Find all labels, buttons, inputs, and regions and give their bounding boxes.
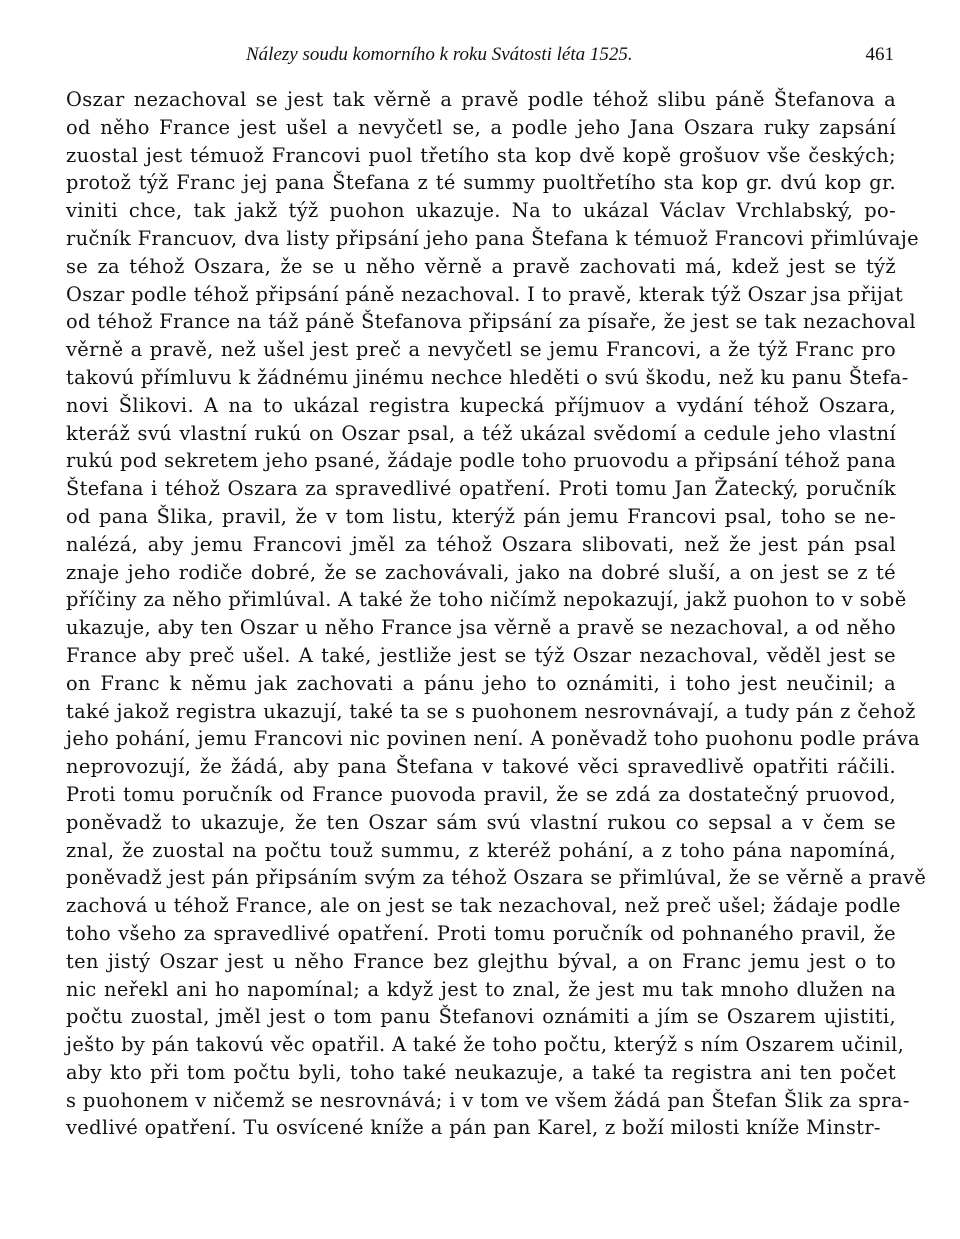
text-line: Oszar nezachoval se jest tak věrně a pravě podle téhož slibu páně Štefanova a: [66, 88, 896, 111]
text-line: zuostal jest témuož Francovi puol třetího sta kop dvě kopě grošuov vše českých;: [66, 143, 896, 167]
page-number: 461: [865, 44, 894, 65]
text-line: viniti chce, tak jakž týž puohon ukazuje. Na to ukázal Václav Vrchlabský, po-: [66, 199, 896, 223]
text-line: zachová u téhož France, ale on jest se tak nezachoval, než preč ušel; žádaje podle: [66, 894, 901, 918]
text-line: také jakož registra ukazují, také ta se s puohonem nesrovnávají, a tudy pán z čehož: [66, 699, 916, 723]
text-line: jeho pohání, jemu Francovi nic povinen není. A poněvadž toho puohonu podle práva: [66, 727, 920, 751]
text-line: ručník Francuov, dva listy připsání jeho pana Štefana k témuož Francovi přimlúvaje: [66, 226, 919, 250]
text-line: s puohonem v ničemž se nesrovnává; i v tom ve všem žádá pan Štefan Šlik za spra-: [66, 1088, 910, 1112]
text-line: on Franc k němu jak zachovati a pánu jeho to oznámiti, i toho jest neučinil; a: [66, 671, 896, 695]
text-line: nalézá, aby jemu Francovi jměl za téhož Oszara slibovati, než že jest pán psal: [66, 532, 896, 556]
text-line: ten jistý Oszar jest u něho France bez glejthu býval, a on Franc jemu jest o to: [66, 949, 896, 973]
text-line: Oszar podle téhož připsání páně nezachoval. I to pravě, kterak týž Oszar jsa přijat: [66, 282, 904, 306]
text-line: vedlivé opatření. Tu osvícené kníže a pán pan Karel, z boží milosti kníže Minstr-: [66, 1116, 881, 1140]
text-line: neprovozují, že žádá, aby pana Štefana v takové věci spravedlivě opatřiti ráčili.: [66, 755, 896, 779]
text-line: věrně a pravě, než ušel jest preč a nevyčetl se jemu Francovi, a že týž Franc pro: [66, 338, 896, 362]
text-line: aby kto při tom počtu byli, toho také neukazuje, a také ta registra ani ten počet: [66, 1060, 896, 1084]
text-line: France aby preč ušel. A také, jestliže jest se týž Oszar nezachoval, věděl jest se: [66, 643, 896, 667]
text-line: ješto by pán takovú věc opatřil. A také že toho počtu, kterýž s ním Oszarem učinil,: [66, 1033, 905, 1057]
text-line: takovú přímluvu k žádnému jinému nechce hleděti o svú škodu, než ku panu Štefa-: [66, 365, 909, 389]
text-line: od něho France jest ušel a nevyčetl se, a podle jeho Jana Oszara ruky zapsání: [66, 115, 896, 139]
text-line: se za téhož Oszara, že se u něho věrně a pravě zachovati má, kdež jest se týž: [66, 254, 896, 278]
text-line: Proti tomu poručník od France puovoda pravil, že se zdá za dostatečný pruovod,: [66, 782, 896, 806]
text-line: nic neřekl ani ho napomínal; a když jest to znal, že jest mu tak mnoho dlužen na: [66, 977, 896, 1001]
text-line: ukazuje, aby ten Oszar u něho France jsa věrně a pravě se nezachoval, a od něho: [66, 616, 896, 640]
text-line: od pana Šlika, pravil, že v tom listu, kterýž pán jemu Francovi psal, toho se ne-: [66, 504, 896, 528]
text-line: znal, že zuostal na počtu touž summu, z kteréž pohání, a z toho pána napomíná,: [66, 838, 896, 862]
text-line: protož týž Franc jej pana Štefana z té summy puoltřetího sta kop gr. dvú kop gr.: [66, 171, 896, 195]
text-line: novi Šlikovi. A na to ukázal registra kupecká příjmuov a vydání téhož Oszara,: [66, 393, 896, 417]
text-line: počtu zuostal, jměl jest o tom panu Štefanovi oznámiti a jím se Oszarem ujistiti,: [66, 1005, 896, 1029]
text-line: kteráž svú vlastní rukú on Oszar psal, a též ukázal svědomí a cedule jeho vlastní: [66, 421, 896, 445]
running-head: [66, 40, 896, 74]
text-line: od téhož France na táž páně Štefanova připsání za písaře, že jest se tak nezachoval: [66, 310, 916, 334]
text-line: Štefana i téhož Oszara za spravedlivé opatření. Proti tomu Jan Žatecký, poručník: [66, 477, 896, 501]
text-line: toho všeho za spravedlivé opatření. Proti tomu poručník od pohnaného pravil, že: [66, 921, 896, 945]
running-title: Nálezy soudu komorního k roku Svátosti léta 1525.: [246, 44, 633, 65]
text-line: rukú pod sekretem jeho psané, žádaje podle toho pruovodu a připsání téhož pana: [66, 449, 896, 473]
page: [66, 40, 927, 1142]
text-line: příčiny za něho přimlúval. A také že toho ničímž nepokazují, jakž puohon to v sobě: [66, 588, 907, 612]
body-text: [66, 86, 927, 1142]
text-line: poněvadž to ukazuje, že ten Oszar sám svú vlastní rukou co sepsal a v čem se: [66, 810, 896, 834]
text-line: znaje jeho rodiče dobré, že se zachovávali, jako na dobré sluší, a on jest se z té: [66, 560, 896, 584]
text-line: poněvadž jest pán připsáním svým za téhož Oszara se přimlúval, že se věrně a pravě: [66, 866, 927, 890]
